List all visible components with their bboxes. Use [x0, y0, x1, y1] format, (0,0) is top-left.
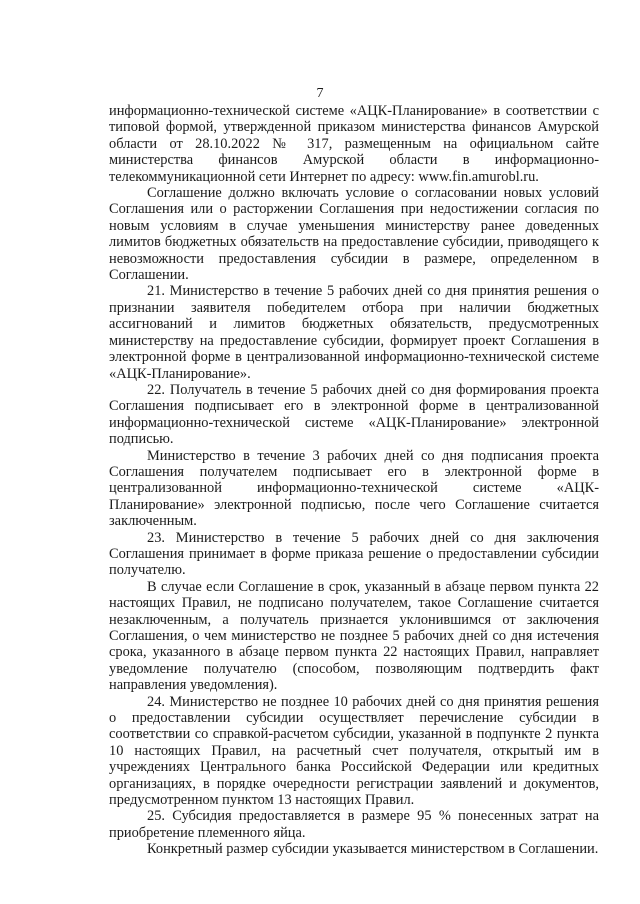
paragraph-continuation: информационно-технической системе «АЦК-Планирование» в соответствии с типовой формой, утвержденной приказом министерства финансов Амурской области от 28.10.2022 № 317, размещенным на официальном сайте министерства финансов Амурской области в информационно-телекоммуникационной сети Интернет по адресу: www.fin.amurobl.ru. — [109, 103, 599, 185]
paragraph-item-25: 25. Субсидия предоставляется в размере 95 % понесенных затрат на приобретение племенного яйца. — [109, 808, 599, 841]
paragraph-unsigned-agreement: В случае если Соглашение в срок, указанный в абзаце первом пункта 22 настоящих Правил, не подписано получателем, такое Соглашение считается незаключенным, а получатель признается уклонившимся от заключения Соглашения, о чем министерство не позднее 5 рабочих дней со дня истечения срока, указанного в абзаце первом пункта 22 настоящих Правил, направляет уведомление получателю (способом, позволяющим подтвердить факт направления уведомления). — [109, 578, 599, 694]
paragraph-ministry-signing: Министерство в течение 3 рабочих дней со дня подписания проекта Соглашения получателем подписывает его в электронной форме в централизованной информационно-технической системе «АЦК-Планирование» электронной подписью, после чего Соглашение считается заключенным. — [109, 447, 599, 530]
paragraph-subsidy-amount: Конкретный размер субсидии указывается министерством в Соглашении. — [147, 841, 599, 858]
paragraph-item-21: 21. Министерство в течение 5 рабочих дней со дня принятия решения о признании заявителя победителем отбора при наличии бюджетных ассигнований и лимитов бюджетных обязательств, предусмотренных министерству на предоставление субсидии, формирует проект Соглашения в электронной форме в централизованной информационно-технической системе «АЦК-Планирование». — [109, 283, 599, 382]
paragraph-item-24: 24. Министерство не позднее 10 рабочих дней со дня принятия решения о предоставлении субсидии осуществляет перечисление субсидии в соответствии со справкой-расчетом субсидии, указанной в подпункте 2 пункта 10 настоящих Правил, на расчетный счет получателя, открытый им в учреждениях Центрального банка Российской Федерации или кредитных организациях, в порядке очередности регистрации заявлений и документов, предусмотренном пунктом 13 настоящих Правил. — [109, 693, 599, 809]
paragraph-item-23: 23. Министерство в течение 5 рабочих дней со дня заключения Соглашения принимает в форме приказа решение о предоставлении субсидии получателю. — [109, 529, 599, 579]
document-body — [109, 103, 599, 858]
paragraph-agreement-conditions: Соглашение должно включать условие о согласовании новых условий Соглашения или о расторжении Соглашения при недостижении согласия по новым условиям в случае уменьшения министерству ранее доведенных лимитов бюджетных обязательств на предоставление субсидии, приводящего к невозможности предоставления субсидии в размере, определенном в Соглашении. — [109, 185, 599, 284]
page-number: 7 — [316, 86, 324, 101]
paragraph-item-22: 22. Получатель в течение 5 рабочих дней со дня формирования проекта Соглашения подписывает его в электронной форме в централизованной информационно-технической системе «АЦК-Планирование» электронной подписью. — [109, 381, 599, 448]
